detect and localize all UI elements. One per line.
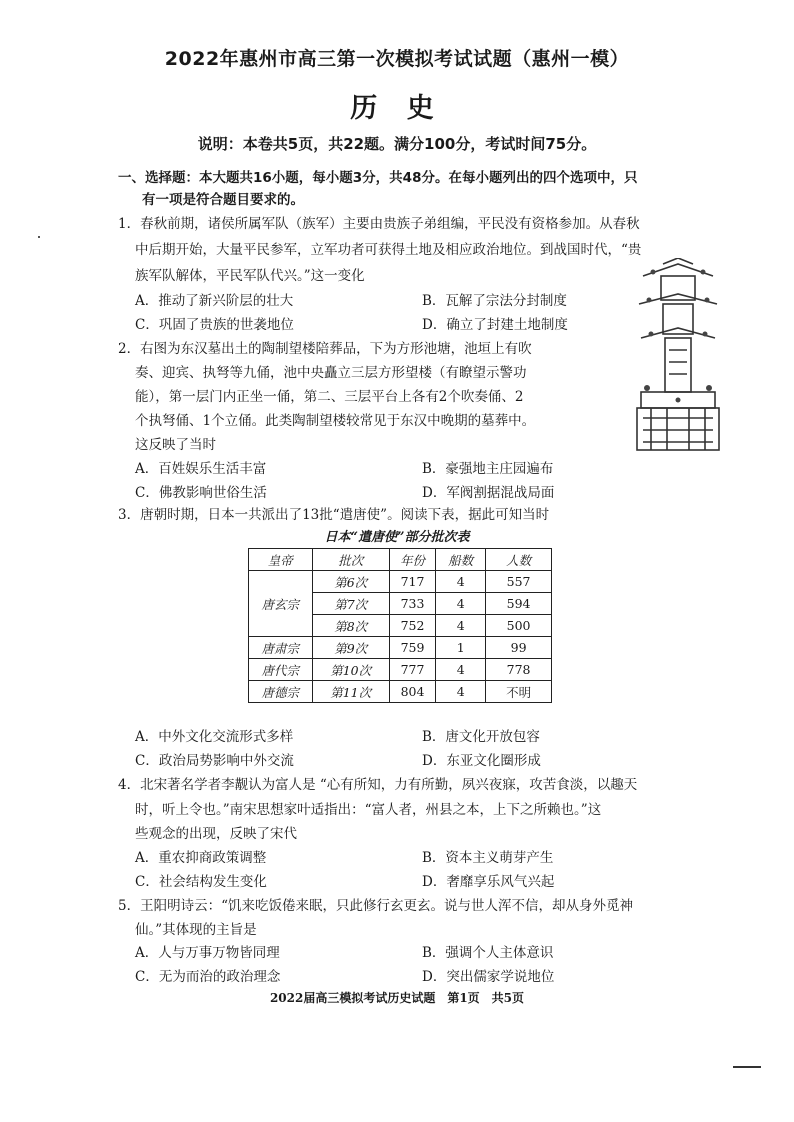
question-3-line1: 3．唐朝时期，日本一共派出了13批“遣唐使”。阅读下表，据此可知当时 <box>118 507 550 523</box>
table-cell-batch: 第10次 <box>312 659 389 681</box>
question-2-line1: 2．右图为东汉墓出土的陶制望楼陪葬品，下为方形池塘，池垣上有吹 <box>118 341 532 357</box>
question-1-line1: 1．春秋前期，诸侯所属军队（族军）主要由贵族子弟组编，平民没有资格参加。从春秋 <box>118 216 640 232</box>
question-2-line4: 个执弩俑、1个立俑。此类陶制望楼较常见于东汉中晚期的墓葬中。 <box>135 413 536 429</box>
section-heading-line2: 有一项是符合题目要求的。 <box>142 192 304 208</box>
table-cell-ships: 4 <box>436 571 486 593</box>
table-cell-batch: 第7次 <box>312 593 389 615</box>
question-1-line3: 族军队解体，平民军队代兴。”这一变化 <box>135 268 365 284</box>
table-cell-year: 752 <box>389 615 435 637</box>
q2-option-b[interactable]: B．豪强地主庄园遍布 <box>422 461 554 477</box>
table-cell-emperor: 唐玄宗 <box>249 571 313 637</box>
table-row <box>249 659 552 681</box>
table-header: 人数 <box>486 549 552 571</box>
table-cell-year: 804 <box>389 681 435 703</box>
q3-option-b[interactable]: B．唐文化开放包容 <box>422 729 540 745</box>
table-cell-batch: 第9次 <box>312 637 389 659</box>
q5-option-a[interactable]: A．人与万事万物皆同理 <box>135 945 280 961</box>
table-cell-year: 717 <box>389 571 435 593</box>
table-row <box>249 571 552 593</box>
q2-option-c[interactable]: C．佛教影响世俗生活 <box>135 485 267 501</box>
question-4-line2: 时，听上令也。”南宋思想家叶适指出：“富人者，州县之本，上下之所赖也。”这 <box>135 802 602 818</box>
envoy-table <box>248 548 552 703</box>
q5-option-b[interactable]: B．强调个人主体意识 <box>422 945 554 961</box>
table-header: 船数 <box>436 549 486 571</box>
table-cell-batch: 第6次 <box>312 571 389 593</box>
table-cell-people: 不明 <box>486 681 552 703</box>
question-2-line3: 能），第一层门内正坐一俑，第二、三层平台上各有2个吹奏俑、2 <box>135 389 524 405</box>
table-cell-ships: 4 <box>436 659 486 681</box>
q1-option-b[interactable]: B．瓦解了宗法分封制度 <box>422 293 567 309</box>
page-footer: 2022届高三模拟考试历史试题 第1页 共5页 <box>269 991 525 1005</box>
q3-option-c[interactable]: C．政治局势影响中外交流 <box>135 753 294 769</box>
scan-mark <box>733 1066 761 1068</box>
question-5-line2: 仙。”其体现的主旨是 <box>135 922 257 938</box>
q5-option-d[interactable]: D．突出儒家学说地位 <box>422 969 555 985</box>
table-cell-people: 778 <box>486 659 552 681</box>
question-2-line5: 这反映了当时 <box>135 437 216 453</box>
q2-option-d[interactable]: D．军阀割据混战局面 <box>422 485 555 501</box>
question-4-line1: 4．北宋著名学者李觏认为富人是 “心有所知，力有所勤，夙兴夜寐，攻苦食淡，以趣天 <box>118 777 638 793</box>
exam-title: 2022年惠州市高三第一次模拟考试试题（惠州一模） <box>164 48 630 70</box>
table-cell-ships: 4 <box>436 681 486 703</box>
q3-option-a[interactable]: A．中外文化交流形式多样 <box>135 729 294 745</box>
q1-option-d[interactable]: D．确立了封建土地制度 <box>422 317 568 333</box>
question-2-line2: 奏、迎宾、执弩等九俑，池中央矗立三层方形望楼（有瞭望示警功 <box>135 365 527 381</box>
q5-option-c[interactable]: C．无为而治的政治理念 <box>135 969 281 985</box>
table-cell-people: 99 <box>486 637 552 659</box>
q4-option-c[interactable]: C．社会结构发生变化 <box>135 874 267 890</box>
table-cell-emperor: 唐德宗 <box>249 681 313 703</box>
subject-heading: 历 史 <box>350 93 444 124</box>
table-header: 年份 <box>389 549 435 571</box>
table-cell-ships: 4 <box>436 593 486 615</box>
table-caption: 日本“遣唐使”部分批次表 <box>324 530 470 545</box>
table-cell-year: 733 <box>389 593 435 615</box>
table-header: 皇帝 <box>249 549 313 571</box>
question-4-line3: 些观念的出现，反映了宋代 <box>135 826 297 842</box>
table-cell-year: 777 <box>389 659 435 681</box>
q4-option-b[interactable]: B．资本主义萌芽产生 <box>422 850 554 866</box>
table-cell-batch: 第11次 <box>312 681 389 703</box>
table-cell-year: 759 <box>389 637 435 659</box>
table-cell-people: 557 <box>486 571 552 593</box>
table-header-row <box>249 549 552 571</box>
table-header: 批次 <box>312 549 389 571</box>
question-5-line1: 5．王阳明诗云：“饥来吃饭倦来眠，只此修行玄更玄。说与世人浑不信，却从身外觅神 <box>118 898 633 914</box>
table-cell-emperor: 唐肃宗 <box>249 637 313 659</box>
table-row <box>249 637 552 659</box>
exam-instructions: 说明：本卷共5页，共22题。满分100分，考试时间75分。 <box>197 135 597 153</box>
q1-option-a[interactable]: A．推动了新兴阶层的壮大 <box>135 293 294 309</box>
table-cell-batch: 第8次 <box>312 615 389 637</box>
pottery-watchtower-icon <box>633 258 723 458</box>
scan-speck <box>38 236 40 238</box>
q2-option-a[interactable]: A．百姓娱乐生活丰富 <box>135 461 267 477</box>
section-heading-line1: 一、选择题：本大题共16小题，每小题3分，共48分。在每小题列出的四个选项中，只 <box>118 170 638 186</box>
q1-option-c[interactable]: C．巩固了贵族的世袭地位 <box>135 317 294 333</box>
table-cell-ships: 4 <box>436 615 486 637</box>
q4-option-d[interactable]: D．奢靡享乐风气兴起 <box>422 874 555 890</box>
table-cell-people: 500 <box>486 615 552 637</box>
table-cell-emperor: 唐代宗 <box>249 659 313 681</box>
table-cell-ships: 1 <box>436 637 486 659</box>
question-1-line2: 中后期开始，大量平民参军，立军功者可获得土地及相应政治地位。到战国时代，“贵 <box>135 242 642 258</box>
q4-option-a[interactable]: A．重农抑商政策调整 <box>135 850 267 866</box>
table-cell-people: 594 <box>486 593 552 615</box>
q3-option-d[interactable]: D．东亚文化圈形成 <box>422 753 541 769</box>
table-row <box>249 681 552 703</box>
